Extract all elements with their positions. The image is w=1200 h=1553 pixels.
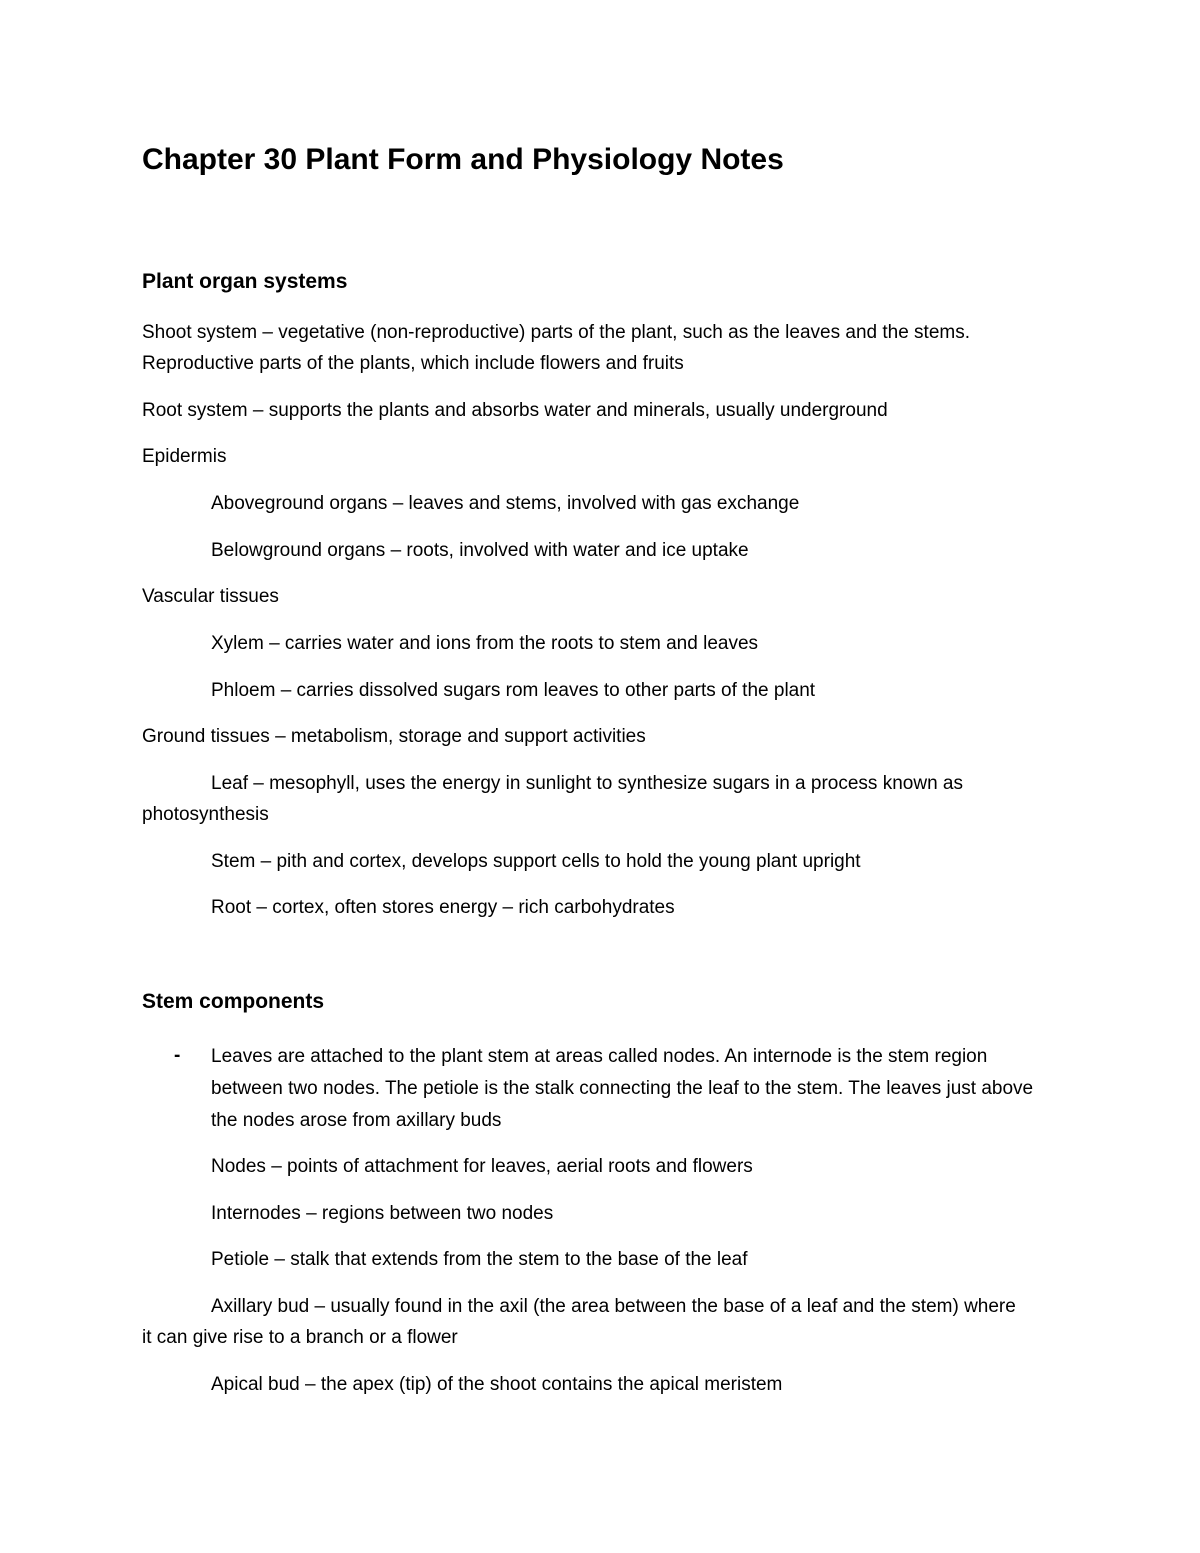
- axillary-bud-item: Axillary bud – usually found in the axil (the area between the base of a leaf and the stem) where it can give rise to a branch or a flower: [142, 1296, 1016, 1348]
- apical-bud-item: Apical bud – the apex (tip) of the shoot contains the apical meristem: [211, 1374, 783, 1395]
- petiole-item: Petiole – stalk that extends from the stem to the base of the leaf: [211, 1249, 748, 1270]
- section-heading-plant-organ-systems: Plant organ systems: [142, 270, 348, 293]
- root-system-paragraph: Root system – supports the plants and absorbs water and minerals, usually underground: [142, 400, 888, 421]
- leaf-item: Leaf – mesophyll, uses the energy in sunlight to synthesize sugars in a process known as photosynthesis: [142, 773, 963, 825]
- shoot-system-paragraph: Shoot system – vegetative (non-reproductive) parts of the plant, such as the leaves and the stems. Reproductive parts of the plants, which include flowers and fruits: [142, 322, 971, 374]
- bullet-dash: -: [174, 1045, 181, 1066]
- ground-tissues-label: Ground tissues – metabolism, storage and support activities: [142, 726, 646, 747]
- nodes-item: Nodes – points of attachment for leaves, aerial roots and flowers: [211, 1156, 753, 1177]
- stem-components-bullet: Leaves are attached to the plant stem at areas called nodes. An internode is the stem region between two nodes. The petiole is the stalk connecting the leaf to the stem. The leaves just above the nodes arose from axillary buds: [211, 1046, 1034, 1131]
- belowground-organs-item: Belowground organs – roots, involved with water and ice uptake: [211, 540, 749, 561]
- epidermis-label: Epidermis: [142, 446, 227, 467]
- phloem-item: Phloem – carries dissolved sugars rom leaves to other parts of the plant: [211, 680, 816, 701]
- aboveground-organs-item: Aboveground organs – leaves and stems, involved with gas exchange: [211, 493, 800, 514]
- stem-item: Stem – pith and cortex, develops support cells to hold the young plant upright: [211, 851, 861, 872]
- vascular-tissues-label: Vascular tissues: [142, 586, 279, 607]
- root-item: Root – cortex, often stores energy – rich carbohydrates: [211, 897, 675, 918]
- page-title: Chapter 30 Plant Form and Physiology Notes: [142, 143, 784, 176]
- section-heading-stem-components: Stem components: [142, 990, 325, 1013]
- xylem-item: Xylem – carries water and ions from the roots to stem and leaves: [211, 633, 759, 654]
- internodes-item: Internodes – regions between two nodes: [211, 1203, 554, 1224]
